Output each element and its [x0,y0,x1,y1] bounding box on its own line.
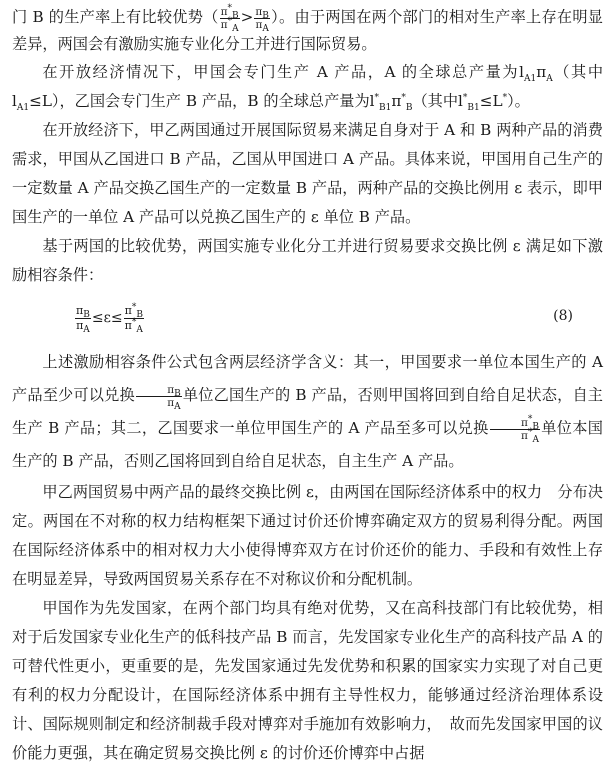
equation-8 [12,290,603,346]
paragraph-1: 门 B 的生产率上有比较优势（ $\frac{\pi^*_B}{\pi^*_A}$ > $\frac{\pi_B}{\pi_A}$ ）。由于两国在两个部门的相对生产率上存在明显差异，两国会有激励实施专业化分工并进行国际贸易。 [12,3,603,53]
equation-number: (8) [553,308,573,324]
ratio-star-fraction: $\frac{\pi^*_B}{\pi^*_A}$ [220,3,239,34]
paragraph-3: 在开放经济下，甲乙两国通过开展国际贸易来满足自身对于 A 和 B 两种产品的消费需求，甲国从乙国进口 B 产品，乙国从甲国进口 A 产品。具体来说，甲国用自己生产的一定数量 A 产品交换乙国生产的一定数量 B 产品，两种产品的交换比例用 ε 表示，即甲国生产的一单位 A 产品可以兑换乙国生产的 ε 单位 B 产品。 [12,121,603,226]
paragraph-7: 甲国作为先发国家，在两个部门均具有绝对优势，又在高科技部门有比较优势，相对于后发国家专业化生产的低科技产品 B 而言，先发国家专业化生产的高科技产品 A 的可替代性更小，更重要的是，先发国家通过先发优势和积累的国家实力实现了对自己更有利的权力分配设计，在国际经济体系中拥有主导性权力，能够通过经济治理体系设计、国际规则制定和经济制裁手段对博弈对手施加有效影响力， 故而先发国家甲国的议价能力更强，其在确定贸易交换比例 ε 的讨价还价博弈中占据 [12,599,603,762]
ratio-fraction: $\frac{\pi_B}{\pi_A}$ [255,5,269,34]
equation-expression [74,296,145,340]
inline-fraction-1: $\frac{\pi_B}{\pi_A}$ [136,384,182,409]
inline-fraction-2: $\frac{\pi^*_B}{\pi^*_A}$ [490,417,540,442]
paragraph-2: 在开放经济情况下，甲国会专门生产 A 产品，A 的全球总产量为$l_{A1}\pi_A$（其中$l_{A1}\le L$），乙国会专门生产 B 产品，B 的全球总产量为$l^*_{B1}\pi^*_B$（其中$l^*_{B1}\le L^*$）。 [12,63,604,114]
paragraph-4: 基于两国的比较优势，两国实施专业化分工并进行贸易要求交换比例 ε 满足如下激励相容条件： [12,237,603,284]
eq-inequality: ≤ε≤ [91,310,123,326]
paragraph-6: 甲乙两国贸易中两产品的最终交换比例 ε，由两国在国际经济体系中的权力 分布决定。两国在不对称的权力结构框架下通过讨价还价博弈确定双方的贸易利得分配。两国在国际经济体系中的相对权力大小使得博弈双方在讨价还价的能力、手段和有效性上存在明显差异，导致两国贸易关系存在不对称议价和分配机制。 [12,483,603,588]
paragraph-5: 上述激励相容条件公式包含两层经济学含义：其一，甲国要求一单位本国生产的 A 产品至少可以兑换 $\frac{\pi_B}{\pi_A}$ 单位乙国生产的 B 产品，否则甲国将回到自给自足状态，自主生产 B 产品；其二，乙国要求一单位甲国生产的 A 产品至多可以兑换 $\frac{\pi^*_B}{\pi^*_A}$ 单位本国生产的 B 产品，否则乙国将回到自给自足状态，自主生产 A 产品。 [12,353,603,470]
eq-right-fraction: $\frac{\pi^*_B}{\pi^*_A}$ [124,301,143,335]
eq-left-fraction: $\frac{\pi_B}{\pi_A}$ [76,303,90,335]
